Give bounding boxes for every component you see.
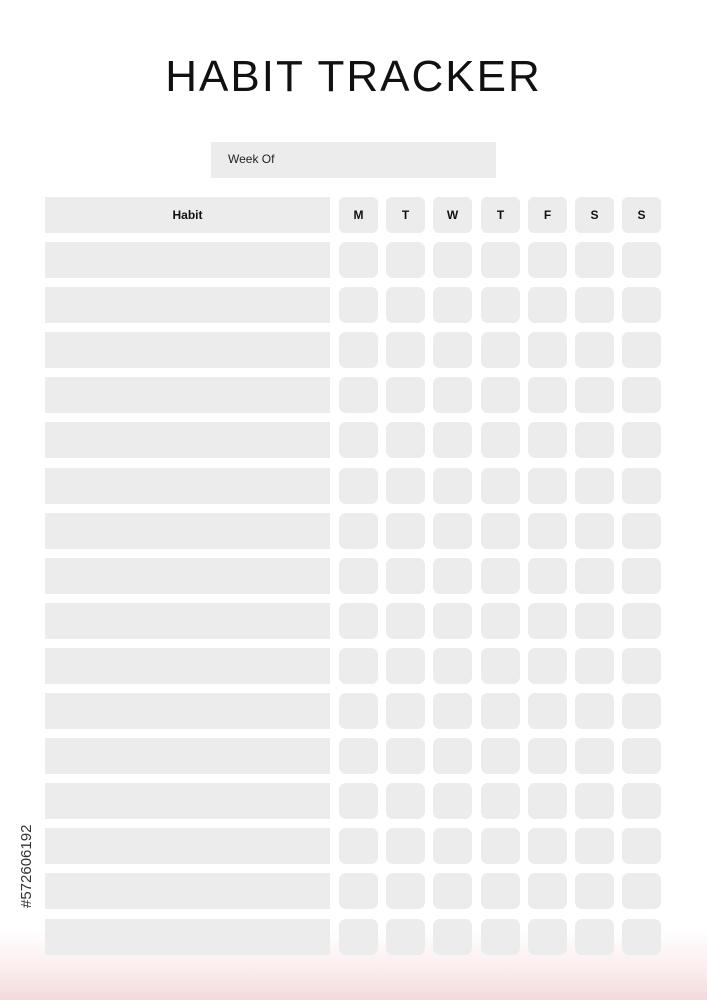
check-cell-fri[interactable] xyxy=(528,648,567,684)
check-cell-fri[interactable] xyxy=(528,513,567,549)
check-cell-mon[interactable] xyxy=(339,468,378,504)
habit-name-field[interactable] xyxy=(45,873,330,909)
check-cell-sat[interactable] xyxy=(575,693,614,729)
check-cell-thu[interactable] xyxy=(481,332,520,368)
check-cell-thu[interactable] xyxy=(481,468,520,504)
stock-id-watermark xyxy=(8,768,40,908)
habit-name-field[interactable] xyxy=(45,919,330,955)
check-cell-fri[interactable] xyxy=(528,422,567,458)
check-cell-sat[interactable] xyxy=(575,603,614,639)
check-cell-thu[interactable] xyxy=(481,648,520,684)
check-cell-thu[interactable] xyxy=(481,693,520,729)
check-cell-mon[interactable] xyxy=(339,513,378,549)
check-cell-sun[interactable] xyxy=(622,558,661,594)
check-cell-wed[interactable] xyxy=(433,242,472,278)
check-cell-tue[interactable] xyxy=(386,603,425,639)
habit-name-field[interactable] xyxy=(45,738,330,774)
check-cell-sun[interactable] xyxy=(622,738,661,774)
check-cell-sat[interactable] xyxy=(575,513,614,549)
check-cell-thu[interactable] xyxy=(481,513,520,549)
page-title: HABIT TRACKER xyxy=(165,52,542,101)
check-cell-wed[interactable] xyxy=(433,468,472,504)
check-cell-tue[interactable] xyxy=(386,332,425,368)
check-cell-fri[interactable] xyxy=(528,558,567,594)
check-cell-sun[interactable] xyxy=(622,468,661,504)
check-cell-mon[interactable] xyxy=(339,648,378,684)
check-cell-fri[interactable] xyxy=(528,603,567,639)
check-cell-sat[interactable] xyxy=(575,919,614,955)
habit-name-field[interactable] xyxy=(45,513,330,549)
check-cell-sun[interactable] xyxy=(622,919,661,955)
habit-name-field[interactable] xyxy=(45,558,330,594)
check-cell-sun[interactable] xyxy=(622,377,661,413)
check-cell-mon[interactable] xyxy=(339,919,378,955)
check-cell-thu[interactable] xyxy=(481,287,520,323)
check-cell-mon[interactable] xyxy=(339,242,378,278)
check-cell-wed[interactable] xyxy=(433,558,472,594)
check-cell-sun[interactable] xyxy=(622,873,661,909)
day-header-mon: M xyxy=(339,197,378,233)
check-cell-mon[interactable] xyxy=(339,738,378,774)
check-cell-sat[interactable] xyxy=(575,377,614,413)
check-cell-sat[interactable] xyxy=(575,783,614,819)
check-cell-thu[interactable] xyxy=(481,603,520,639)
check-cell-fri[interactable] xyxy=(528,693,567,729)
check-cell-tue[interactable] xyxy=(386,558,425,594)
check-cell-tue[interactable] xyxy=(386,873,425,909)
check-cell-sat[interactable] xyxy=(575,422,614,458)
check-cell-thu[interactable] xyxy=(481,919,520,955)
day-header-thu: T xyxy=(481,197,520,233)
check-cell-tue[interactable] xyxy=(386,693,425,729)
check-cell-thu[interactable] xyxy=(481,738,520,774)
check-cell-fri[interactable] xyxy=(528,332,567,368)
check-cell-sun[interactable] xyxy=(622,513,661,549)
check-cell-fri[interactable] xyxy=(528,919,567,955)
check-cell-wed[interactable] xyxy=(433,648,472,684)
check-cell-sun[interactable] xyxy=(622,693,661,729)
check-cell-mon[interactable] xyxy=(339,287,378,323)
check-cell-thu[interactable] xyxy=(481,377,520,413)
check-cell-tue[interactable] xyxy=(386,242,425,278)
check-cell-thu[interactable] xyxy=(481,783,520,819)
check-cell-wed[interactable] xyxy=(433,783,472,819)
check-cell-fri[interactable] xyxy=(528,287,567,323)
check-cell-sat[interactable] xyxy=(575,738,614,774)
check-cell-tue[interactable] xyxy=(386,377,425,413)
check-cell-sat[interactable] xyxy=(575,648,614,684)
check-cell-sat[interactable] xyxy=(575,558,614,594)
check-cell-sun[interactable] xyxy=(622,828,661,864)
habit-name-field[interactable] xyxy=(45,603,330,639)
check-cell-tue[interactable] xyxy=(386,287,425,323)
day-header-wed: W xyxy=(433,197,472,233)
check-cell-mon[interactable] xyxy=(339,422,378,458)
check-cell-fri[interactable] xyxy=(528,828,567,864)
check-cell-wed[interactable] xyxy=(433,603,472,639)
habit-name-field[interactable] xyxy=(45,242,330,278)
check-cell-tue[interactable] xyxy=(386,513,425,549)
check-cell-fri[interactable] xyxy=(528,738,567,774)
check-cell-sun[interactable] xyxy=(622,287,661,323)
check-cell-fri[interactable] xyxy=(528,873,567,909)
check-cell-mon[interactable] xyxy=(339,693,378,729)
check-cell-tue[interactable] xyxy=(386,919,425,955)
check-cell-mon[interactable] xyxy=(339,558,378,594)
check-cell-thu[interactable] xyxy=(481,558,520,594)
svg-text:#572606192: #572606192 xyxy=(18,824,35,908)
check-cell-mon[interactable] xyxy=(339,873,378,909)
check-cell-wed[interactable] xyxy=(433,693,472,729)
habit-column-header: Habit xyxy=(45,197,330,233)
check-cell-sun[interactable] xyxy=(622,648,661,684)
day-header-sun: S xyxy=(622,197,661,233)
check-cell-fri[interactable] xyxy=(528,377,567,413)
check-cell-wed[interactable] xyxy=(433,287,472,323)
habit-name-field[interactable] xyxy=(45,468,330,504)
check-cell-tue[interactable] xyxy=(386,738,425,774)
check-cell-sun[interactable] xyxy=(622,332,661,368)
check-cell-sat[interactable] xyxy=(575,242,614,278)
check-cell-wed[interactable] xyxy=(433,828,472,864)
check-cell-wed[interactable] xyxy=(433,422,472,458)
check-cell-tue[interactable] xyxy=(386,468,425,504)
check-cell-thu[interactable] xyxy=(481,242,520,278)
check-cell-sat[interactable] xyxy=(575,287,614,323)
check-cell-tue[interactable] xyxy=(386,648,425,684)
check-cell-sat[interactable] xyxy=(575,828,614,864)
check-cell-thu[interactable] xyxy=(481,828,520,864)
check-cell-sun[interactable] xyxy=(622,422,661,458)
check-cell-mon[interactable] xyxy=(339,332,378,368)
check-cell-thu[interactable] xyxy=(481,873,520,909)
habit-name-field[interactable] xyxy=(45,287,330,323)
check-cell-wed[interactable] xyxy=(433,738,472,774)
check-cell-tue[interactable] xyxy=(386,828,425,864)
check-cell-fri[interactable] xyxy=(528,242,567,278)
day-header-fri: F xyxy=(528,197,567,233)
check-cell-mon[interactable] xyxy=(339,377,378,413)
check-cell-sun[interactable] xyxy=(622,603,661,639)
check-cell-sun[interactable] xyxy=(622,242,661,278)
check-cell-tue[interactable] xyxy=(386,422,425,458)
check-cell-mon[interactable] xyxy=(339,828,378,864)
check-cell-wed[interactable] xyxy=(433,873,472,909)
week-of-label: Week Of xyxy=(228,152,275,166)
day-header-sat: S xyxy=(575,197,614,233)
check-cell-wed[interactable] xyxy=(433,513,472,549)
check-cell-wed[interactable] xyxy=(433,919,472,955)
habit-name-field[interactable] xyxy=(45,377,330,413)
habit-name-field[interactable] xyxy=(45,648,330,684)
habit-name-field[interactable] xyxy=(45,783,330,819)
check-cell-sat[interactable] xyxy=(575,873,614,909)
check-cell-sun[interactable] xyxy=(622,783,661,819)
check-cell-thu[interactable] xyxy=(481,422,520,458)
check-cell-fri[interactable] xyxy=(528,783,567,819)
day-header-tue: T xyxy=(386,197,425,233)
check-cell-wed[interactable] xyxy=(433,377,472,413)
check-cell-mon[interactable] xyxy=(339,603,378,639)
check-cell-tue[interactable] xyxy=(386,783,425,819)
habit-name-field[interactable] xyxy=(45,332,330,368)
check-cell-mon[interactable] xyxy=(339,783,378,819)
check-cell-fri[interactable] xyxy=(528,468,567,504)
check-cell-sat[interactable] xyxy=(575,468,614,504)
habit-name-field[interactable] xyxy=(45,422,330,458)
check-cell-wed[interactable] xyxy=(433,332,472,368)
habit-name-field[interactable] xyxy=(45,693,330,729)
habit-name-field[interactable] xyxy=(45,828,330,864)
week-of-field[interactable] xyxy=(211,142,496,178)
check-cell-sat[interactable] xyxy=(575,332,614,368)
